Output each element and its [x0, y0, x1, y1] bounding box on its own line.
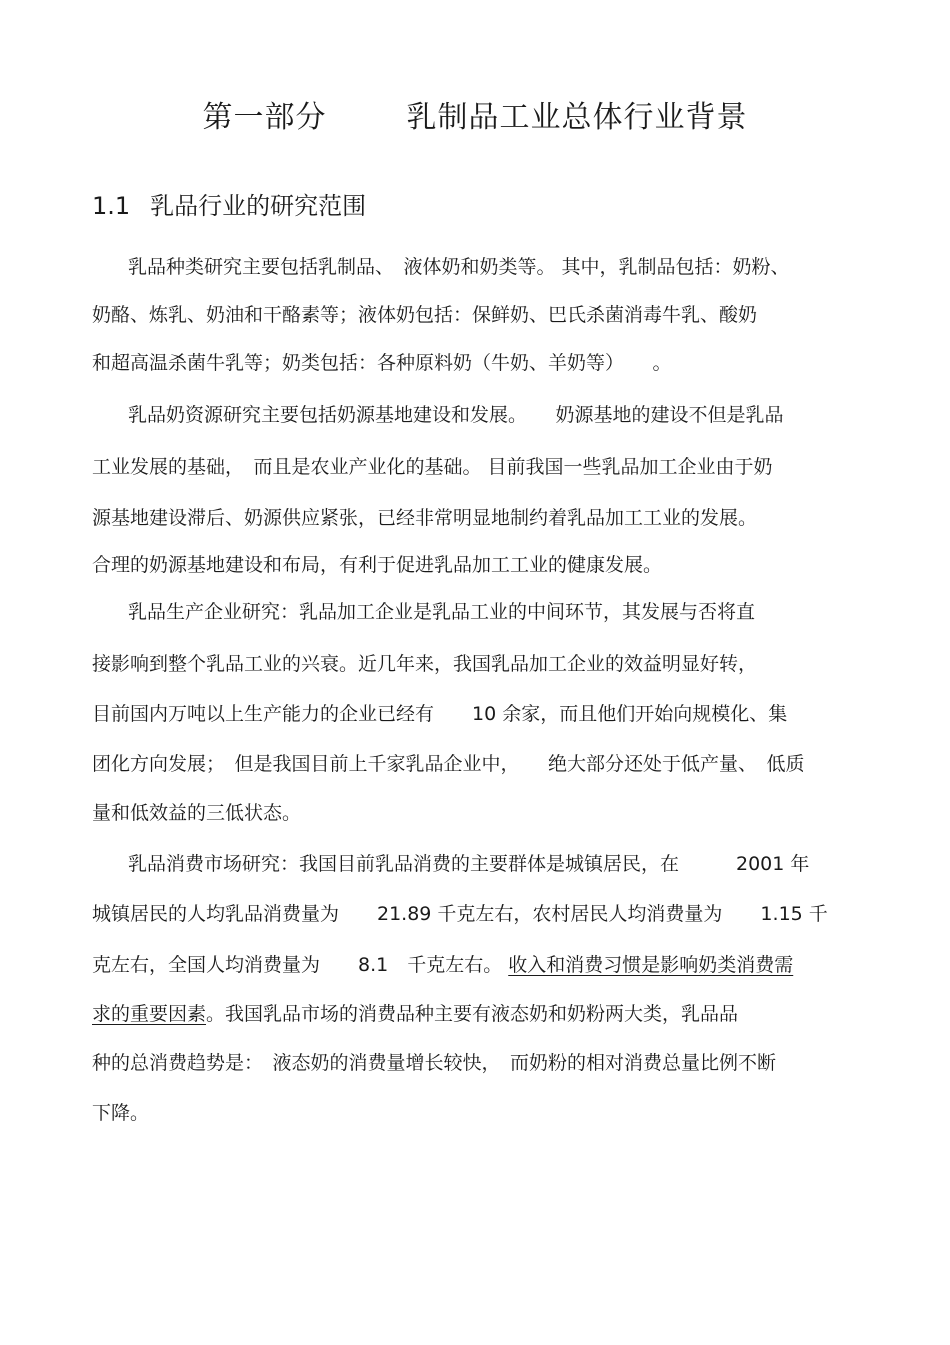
paragraph-line: 乳品奶资源研究主要包括奶源基地建设和发展。 奶源基地的建设不但是乳品	[128, 404, 784, 426]
paragraph-line: 下降。	[92, 1102, 150, 1124]
paragraph-line: 团化方向发展； 但是我国目前上千家乳品企业中， 绝大部分还处于低产量、 低质	[92, 753, 805, 775]
paragraph-line	[92, 1002, 738, 1026]
paragraph-line: 奶酪、炼乳、奶油和干酪素等；液体奶包括：保鲜奶、巴氏杀菌消毒牛乳、酸奶	[92, 304, 758, 326]
paragraph-line: 合理的奶源基地建设和布局，有利于促进乳品加工工业的健康发展。	[92, 554, 663, 576]
section-number: 1.1	[92, 192, 131, 220]
paragraph-line: 工业发展的基础， 而且是农业产业化的基础。 目前我国一些乳品加工企业由于奶	[92, 456, 773, 478]
paragraph-line: 接影响到整个乳品工业的兴衰。近几年来，我国乳品加工企业的效益明显好转，	[92, 653, 758, 675]
section-heading	[92, 186, 366, 221]
paragraph-line: 目前国内万吨以上生产能力的企业已经有 10 余家，而且他们开始向规模化、集	[92, 703, 788, 725]
paragraph-line: 乳品种类研究主要包括乳制品、 液体奶和奶类等。 其中，乳制品包括：奶粉、	[128, 256, 790, 278]
part-label: 第一部分	[202, 100, 327, 135]
paragraph-line	[92, 953, 793, 977]
paragraph-line: 城镇居民的人均乳品消费量为 21.89 千克左右，农村居民人均消费量为 1.15 千	[92, 903, 828, 925]
paragraph-line: 量和低效益的三低状态。	[92, 802, 302, 824]
line-text: 。我国乳品市场的消费品种主要有液态奶和奶粉两大类，乳品品	[206, 1003, 739, 1025]
section-title: 乳品行业的研究范围	[150, 192, 367, 220]
page-title	[0, 92, 950, 136]
title-text: 乳制品工业总体行业背景	[406, 100, 748, 135]
paragraph-line: 乳品生产企业研究：乳品加工企业是乳品工业的中间环节，其发展与否将直	[128, 601, 756, 623]
line-text: 克左右，全国人均消费量为 8.1 千克左右。	[92, 954, 503, 976]
paragraph-line: 源基地建设滞后、奶源供应紧张，已经非常明显地制约着乳品加工工业的发展。	[92, 507, 758, 529]
underlined-text: 收入和消费习惯是影响奶类消费需	[508, 954, 794, 976]
paragraph-line: 乳品消费市场研究：我国目前乳品消费的主要群体是城镇居民，在 2001 年	[128, 853, 810, 875]
paragraph-line: 种的总消费趋势是： 液态奶的消费量增长较快， 而奶粉的相对消费总量比例不断	[92, 1052, 777, 1074]
paragraph-line: 和超高温杀菌牛乳等；奶类包括：各种原料奶（牛奶、羊奶等） 。	[92, 352, 672, 374]
underlined-text: 求的重要因素	[92, 1003, 207, 1025]
